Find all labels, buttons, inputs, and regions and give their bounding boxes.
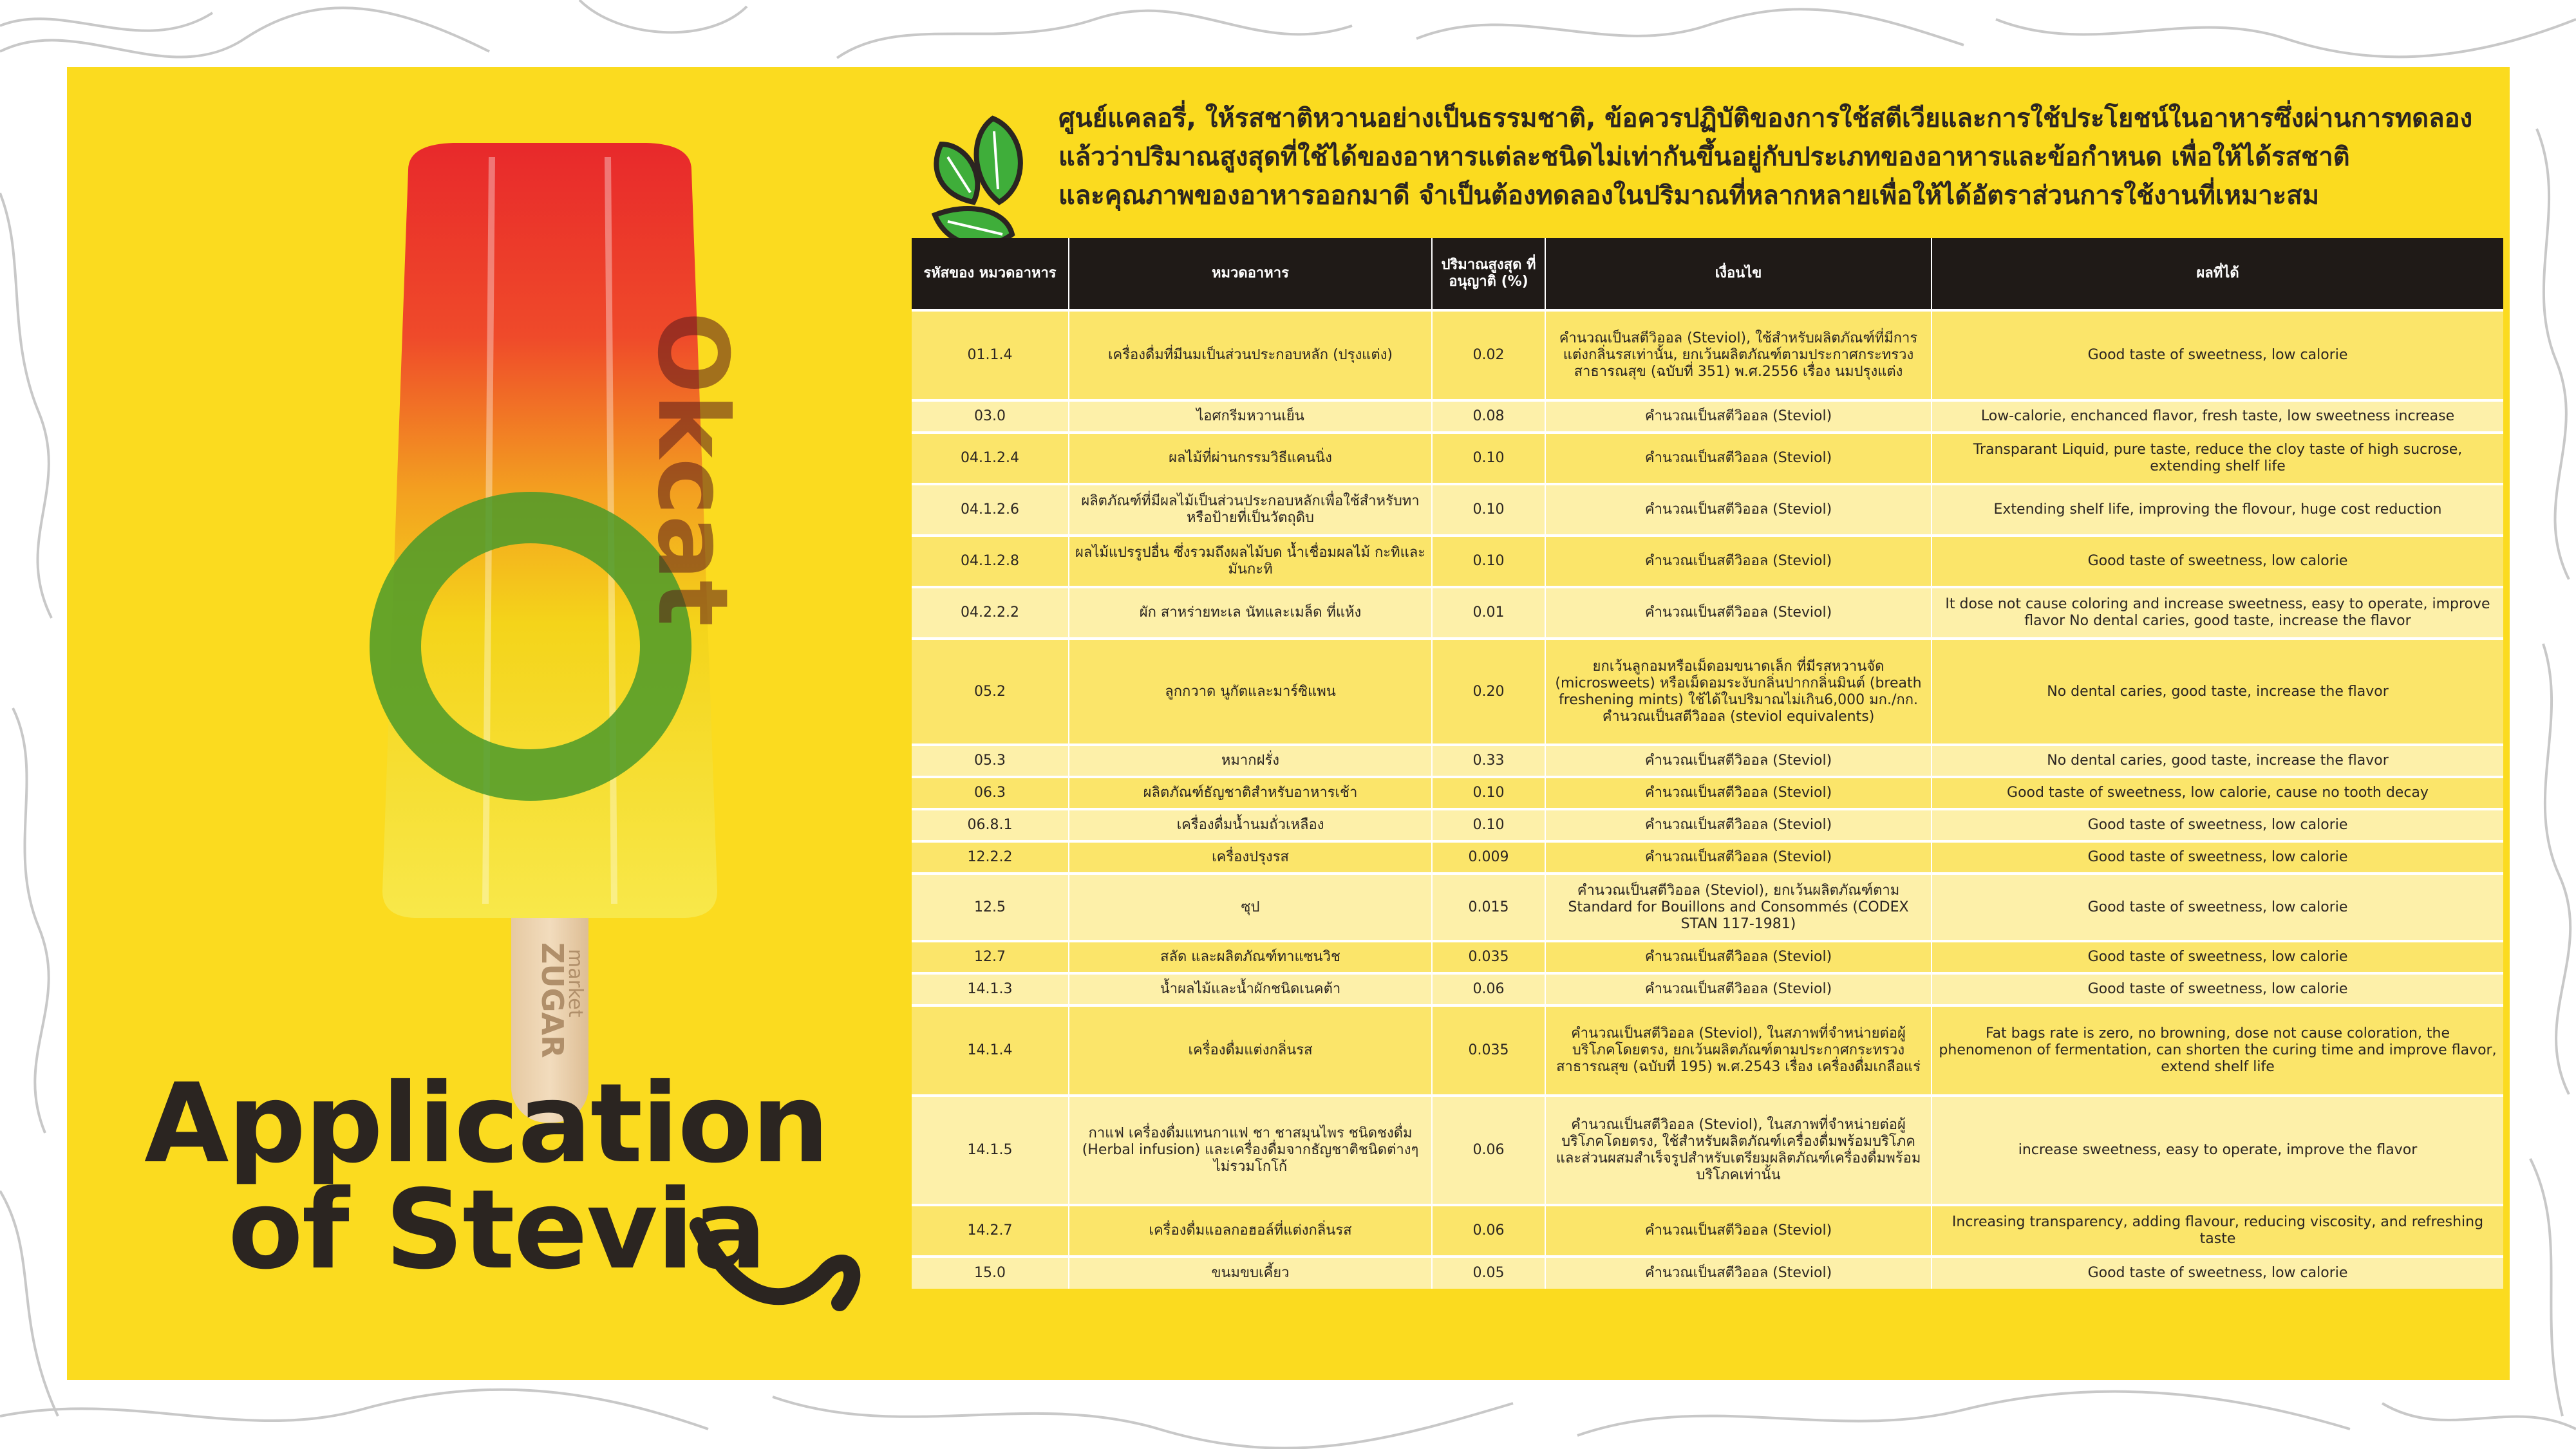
cell-result: Good taste of sweetness, low calorie xyxy=(1932,1257,2503,1289)
cell-code: 14.1.3 xyxy=(912,973,1069,1005)
cell-condition: คำนวณเป็นสตีวิออล (Steviol) xyxy=(1545,433,1932,484)
title-swash-decoration xyxy=(685,1213,878,1341)
cell-category: เครื่องดื่มแอลกอฮอล์ที่แต่งกลิ่นรส xyxy=(1069,1205,1432,1257)
cell-result: It dose not cause coloring and increase sweetness, easy to operate, improve flavor No dental caries, good taste, increase the flavor xyxy=(1932,587,2503,639)
cell-max: 0.01 xyxy=(1432,587,1545,639)
intro-line-3: และคุณภาพของอาหารออกมาดี จำเป็นต้องทดลองในปริมาณที่หลากหลายเพื่อให้ได้อัตราส่วนการใช้งานที่เหมาะสม xyxy=(1058,181,2320,210)
cell-code: 14.2.7 xyxy=(912,1205,1069,1257)
cell-condition: คำนวณเป็นสตีวิออล (Steviol), ในสภาพที่จำหน่ายต่อผู้บริโภคโดยตรง, ใช้สำหรับผลิตภัณฑ์เครื่องดื่มพร้อมบริโภคและส่วนผสมสำเร็จรูปสำหรับเตรียมผลิตภัณฑ์เครื่องดื่มพร้อมบริโภคเท่านั้น xyxy=(1545,1096,1932,1205)
table-row xyxy=(912,1205,2503,1257)
cell-max: 0.10 xyxy=(1432,484,1545,536)
cell-condition: คำนวณเป็นสตีวิออล (Steviol) xyxy=(1545,1257,1932,1289)
cell-condition: คำนวณเป็นสตีวิออล (Steviol), ยกเว้นผลิตภัณฑ์ตาม Standard for Bouillons and Consommés (CODEX STAN 117-1981) xyxy=(1545,874,1932,941)
cell-max: 0.06 xyxy=(1432,1096,1545,1205)
cell-code: 12.7 xyxy=(912,941,1069,973)
cell-result: Good taste of sweetness, low calorie xyxy=(1932,973,2503,1005)
table-row xyxy=(912,841,2503,874)
stick-brand-text: ZUGAR xyxy=(535,942,570,1058)
cell-max: 0.08 xyxy=(1432,400,1545,433)
table-row xyxy=(912,1257,2503,1289)
cell-category: น้ำผลไม้และน้ำผักชนิดเนคต้า xyxy=(1069,973,1432,1005)
table-row xyxy=(912,941,2503,973)
cell-code: 03.0 xyxy=(912,400,1069,433)
table-row xyxy=(912,310,2503,400)
cell-result: Good taste of sweetness, low calorie xyxy=(1932,874,2503,941)
cell-result: Good taste of sweetness, low calorie, cause no tooth decay xyxy=(1932,777,2503,809)
header-max: ปริมาณสูงสุด ที่อนุญาติ (%) xyxy=(1432,238,1545,310)
cell-max: 0.06 xyxy=(1432,1205,1545,1257)
table-row xyxy=(912,777,2503,809)
header-code: รหัสของ หมวดอาหาร xyxy=(912,238,1069,310)
cell-condition: คำนวณเป็นสตีวิออล (Steviol) xyxy=(1545,587,1932,639)
cell-max: 0.10 xyxy=(1432,809,1545,841)
stick-sub-text: market xyxy=(564,949,587,1018)
cell-condition: คำนวณเป็นสตีวิออล (Steviol) xyxy=(1545,841,1932,874)
table-row xyxy=(912,536,2503,587)
yellow-panel xyxy=(67,67,2510,1380)
cell-code: 12.5 xyxy=(912,874,1069,941)
cell-category: ผลิตภัณฑ์ธัญชาติสำหรับอาหารเช้า xyxy=(1069,777,1432,809)
cell-code: 12.2.2 xyxy=(912,841,1069,874)
title-line-2: of Stevia xyxy=(228,1166,766,1294)
cell-category: ผัก สาหร่ายทะเล นัทและเมล็ด ที่แห้ง xyxy=(1069,587,1432,639)
cell-code: 15.0 xyxy=(912,1257,1069,1289)
cell-condition: คำนวณเป็นสตีวิออล (Steviol) xyxy=(1545,745,1932,777)
table-row xyxy=(912,745,2503,777)
table-row xyxy=(912,587,2503,639)
cell-max: 0.035 xyxy=(1432,941,1545,973)
cell-category: เครื่องดื่มน้ำนมถั่วเหลือง xyxy=(1069,809,1432,841)
table-row xyxy=(912,639,2503,745)
cell-code: 04.1.2.6 xyxy=(912,484,1069,536)
cell-condition: คำนวณเป็นสตีวิออล (Steviol) xyxy=(1545,973,1932,1005)
cell-category: ผลไม้ที่ผ่านกรรมวิธีแคนนิ่ง xyxy=(1069,433,1432,484)
popsicle-illustration xyxy=(324,131,775,1123)
cell-condition: คำนวณเป็นสตีวิออล (Steviol) xyxy=(1545,1205,1932,1257)
cell-result: Good taste of sweetness, low calorie xyxy=(1932,310,2503,400)
intro-text xyxy=(1058,99,2488,215)
cell-code: 14.1.4 xyxy=(912,1005,1069,1096)
title-line-1: Application xyxy=(144,1060,829,1188)
stevia-leaf-icon xyxy=(916,106,1044,260)
cell-result: Fat bags rate is zero, no browning, dose not cause coloration, the phenomenon of fermentation, can shorten the curing time and improve flavor, extend shelf life xyxy=(1932,1005,2503,1096)
cell-category: สลัด และผลิตภัณฑ์ทาแซนวิช xyxy=(1069,941,1432,973)
cell-result: Transparant Liquid, pure taste, reduce the cloy taste of high sucrose, extending shelf life xyxy=(1932,433,2503,484)
cell-code: 05.3 xyxy=(912,745,1069,777)
cell-max: 0.33 xyxy=(1432,745,1545,777)
cell-max: 0.05 xyxy=(1432,1257,1545,1289)
cell-code: 04.2.2.2 xyxy=(912,587,1069,639)
table-row xyxy=(912,1005,2503,1096)
table-row xyxy=(912,809,2503,841)
cell-max: 0.035 xyxy=(1432,1005,1545,1096)
cell-condition: คำนวณเป็นสตีวิออล (Steviol) xyxy=(1545,400,1932,433)
cell-code: 05.2 xyxy=(912,639,1069,745)
table-body xyxy=(912,310,2503,1289)
table-header-row xyxy=(912,238,2503,310)
cell-max: 0.06 xyxy=(1432,973,1545,1005)
cell-result: Good taste of sweetness, low calorie xyxy=(1932,809,2503,841)
cell-max: 0.02 xyxy=(1432,310,1545,400)
cell-category: ผลิตภัณฑ์ที่มีผลไม้เป็นส่วนประกอบหลักเพื่อใช้สำหรับทาหรือป้ายที่เป็นวัตถุดิบ xyxy=(1069,484,1432,536)
cell-condition: คำนวณเป็นสตีวิออล (Steviol) xyxy=(1545,941,1932,973)
cell-condition: คำนวณเป็นสตีวิออล (Steviol) xyxy=(1545,536,1932,587)
cell-category: กาแฟ เครื่องดื่มแทนกาแฟ ชา ชาสมุนไพร ชนิดชงดื่ม (Herbal infusion) และเครื่องดื่มจากธัญชาติชนิดต่างๆ ไม่รวมโกโก้ xyxy=(1069,1096,1432,1205)
cell-result: increase sweetness, easy to operate, improve the flavor xyxy=(1932,1096,2503,1205)
intro-line-1: ศูนย์แคลอรี่, ให้รสชาติหวานอย่างเป็นธรรมชาติ, ข้อควรปฏิบัติของการใช้สตีเวียและการใช้ประโยชน์ในอาหารซึ่งผ่านการทดลอง xyxy=(1058,104,2473,133)
cell-result: Good taste of sweetness, low calorie xyxy=(1932,841,2503,874)
cell-category: ลูกกวาด นูกัตและมาร์ซิแพน xyxy=(1069,639,1432,745)
popsicle-brand-text: Okcat xyxy=(636,312,748,627)
cell-max: 0.20 xyxy=(1432,639,1545,745)
table-row xyxy=(912,484,2503,536)
cell-max: 0.10 xyxy=(1432,536,1545,587)
cell-category: ซุป xyxy=(1069,874,1432,941)
header-condition: เงื่อนไข xyxy=(1545,238,1932,310)
cell-condition: คำนวณเป็นสตีวิออล (Steviol) xyxy=(1545,777,1932,809)
table-row xyxy=(912,874,2503,941)
cell-category: ขนมขบเคี้ยว xyxy=(1069,1257,1432,1289)
cell-condition: ยกเว้นลูกอมหรือเม็ดอมขนาดเล็ก ที่มีรสหวานจัด (microsweets) หรือเม็ดอมระงับกลิ่นปากกลิ่นมินต์ (breath freshening mints) ใช้ได้ในปริมาณไม่เกิน6,000 มก./กก. คำนวณเป็นสตีวิออล (steviol equivalents) xyxy=(1545,639,1932,745)
intro-line-2: แล้วว่าปริมาณสูงสุดที่ใช้ได้ของอาหารแต่ละชนิดไม่เท่ากันขึ้นอยู่กับประเภทของอาหารและข้อกำหนด เพื่อให้ได้รสชาติ xyxy=(1058,142,2350,172)
stevia-usage-table xyxy=(912,238,2503,1327)
cell-result: No dental caries, good taste, increase the flavor xyxy=(1932,639,2503,745)
cell-result: Extending shelf life, improving the flovour, huge cost reduction xyxy=(1932,484,2503,536)
cell-condition: คำนวณเป็นสตีวิออล (Steviol) xyxy=(1545,484,1932,536)
cell-result: No dental caries, good taste, increase the flavor xyxy=(1932,745,2503,777)
cell-result: Low-calorie, enchanced flavor, fresh taste, low sweetness increase xyxy=(1932,400,2503,433)
cell-code: 01.1.4 xyxy=(912,310,1069,400)
cell-max: 0.10 xyxy=(1432,433,1545,484)
cell-code: 14.1.5 xyxy=(912,1096,1069,1205)
cell-category: เครื่องดื่มที่มีนมเป็นส่วนประกอบหลัก (ปรุงแต่ง) xyxy=(1069,310,1432,400)
table-row xyxy=(912,1096,2503,1205)
header-result: ผลที่ได้ xyxy=(1932,238,2503,310)
cell-code: 04.1.2.8 xyxy=(912,536,1069,587)
table-row xyxy=(912,400,2503,433)
cell-max: 0.10 xyxy=(1432,777,1545,809)
cell-condition: คำนวณเป็นสตีวิออล (Steviol), ใช้สำหรับผลิตภัณฑ์ที่มีการแต่งกลิ่นรสเท่านั้น, ยกเว้นผลิตภัณฑ์ตามประกาศกระทรวงสาธารณสุข (ฉบับที่ 351) พ.ศ.2556 เรื่อง นมปรุงแต่ง xyxy=(1545,310,1932,400)
cell-condition: คำนวณเป็นสตีวิออล (Steviol) xyxy=(1545,809,1932,841)
cell-condition: คำนวณเป็นสตีวิออล (Steviol), ในสภาพที่จำหน่ายต่อผู้บริโภคโดยตรง, ยกเว้นผลิตภัณฑ์ตามประกาศกระทรวงสาธารณสุข (ฉบับที่ 195) พ.ศ.2543 เรื่อง เครื่องดื่มเกลือแร่ xyxy=(1545,1005,1932,1096)
cell-category: ผลไม้แปรรูปอื่น ซึ่งรวมถึงผลไม้บด น้ำเชื่อมผลไม้ กะทิและมันกะทิ xyxy=(1069,536,1432,587)
cell-category: เครื่องดื่มแต่งกลิ่นรส xyxy=(1069,1005,1432,1096)
table-row xyxy=(912,973,2503,1005)
table-row xyxy=(912,433,2503,484)
cell-result: Good taste of sweetness, low calorie xyxy=(1932,536,2503,587)
cell-code: 04.1.2.4 xyxy=(912,433,1069,484)
cell-result: Good taste of sweetness, low calorie xyxy=(1932,941,2503,973)
cell-result: Increasing transparency, adding flavour, reducing viscosity, and refreshing taste xyxy=(1932,1205,2503,1257)
cell-category: หมากฝรั่ง xyxy=(1069,745,1432,777)
header-category: หมวดอาหาร xyxy=(1069,238,1432,310)
cell-category: ไอศกรีมหวานเย็น xyxy=(1069,400,1432,433)
cell-max: 0.009 xyxy=(1432,841,1545,874)
cell-category: เครื่องปรุงรส xyxy=(1069,841,1432,874)
cell-code: 06.3 xyxy=(912,777,1069,809)
cell-max: 0.015 xyxy=(1432,874,1545,941)
cell-code: 06.8.1 xyxy=(912,809,1069,841)
